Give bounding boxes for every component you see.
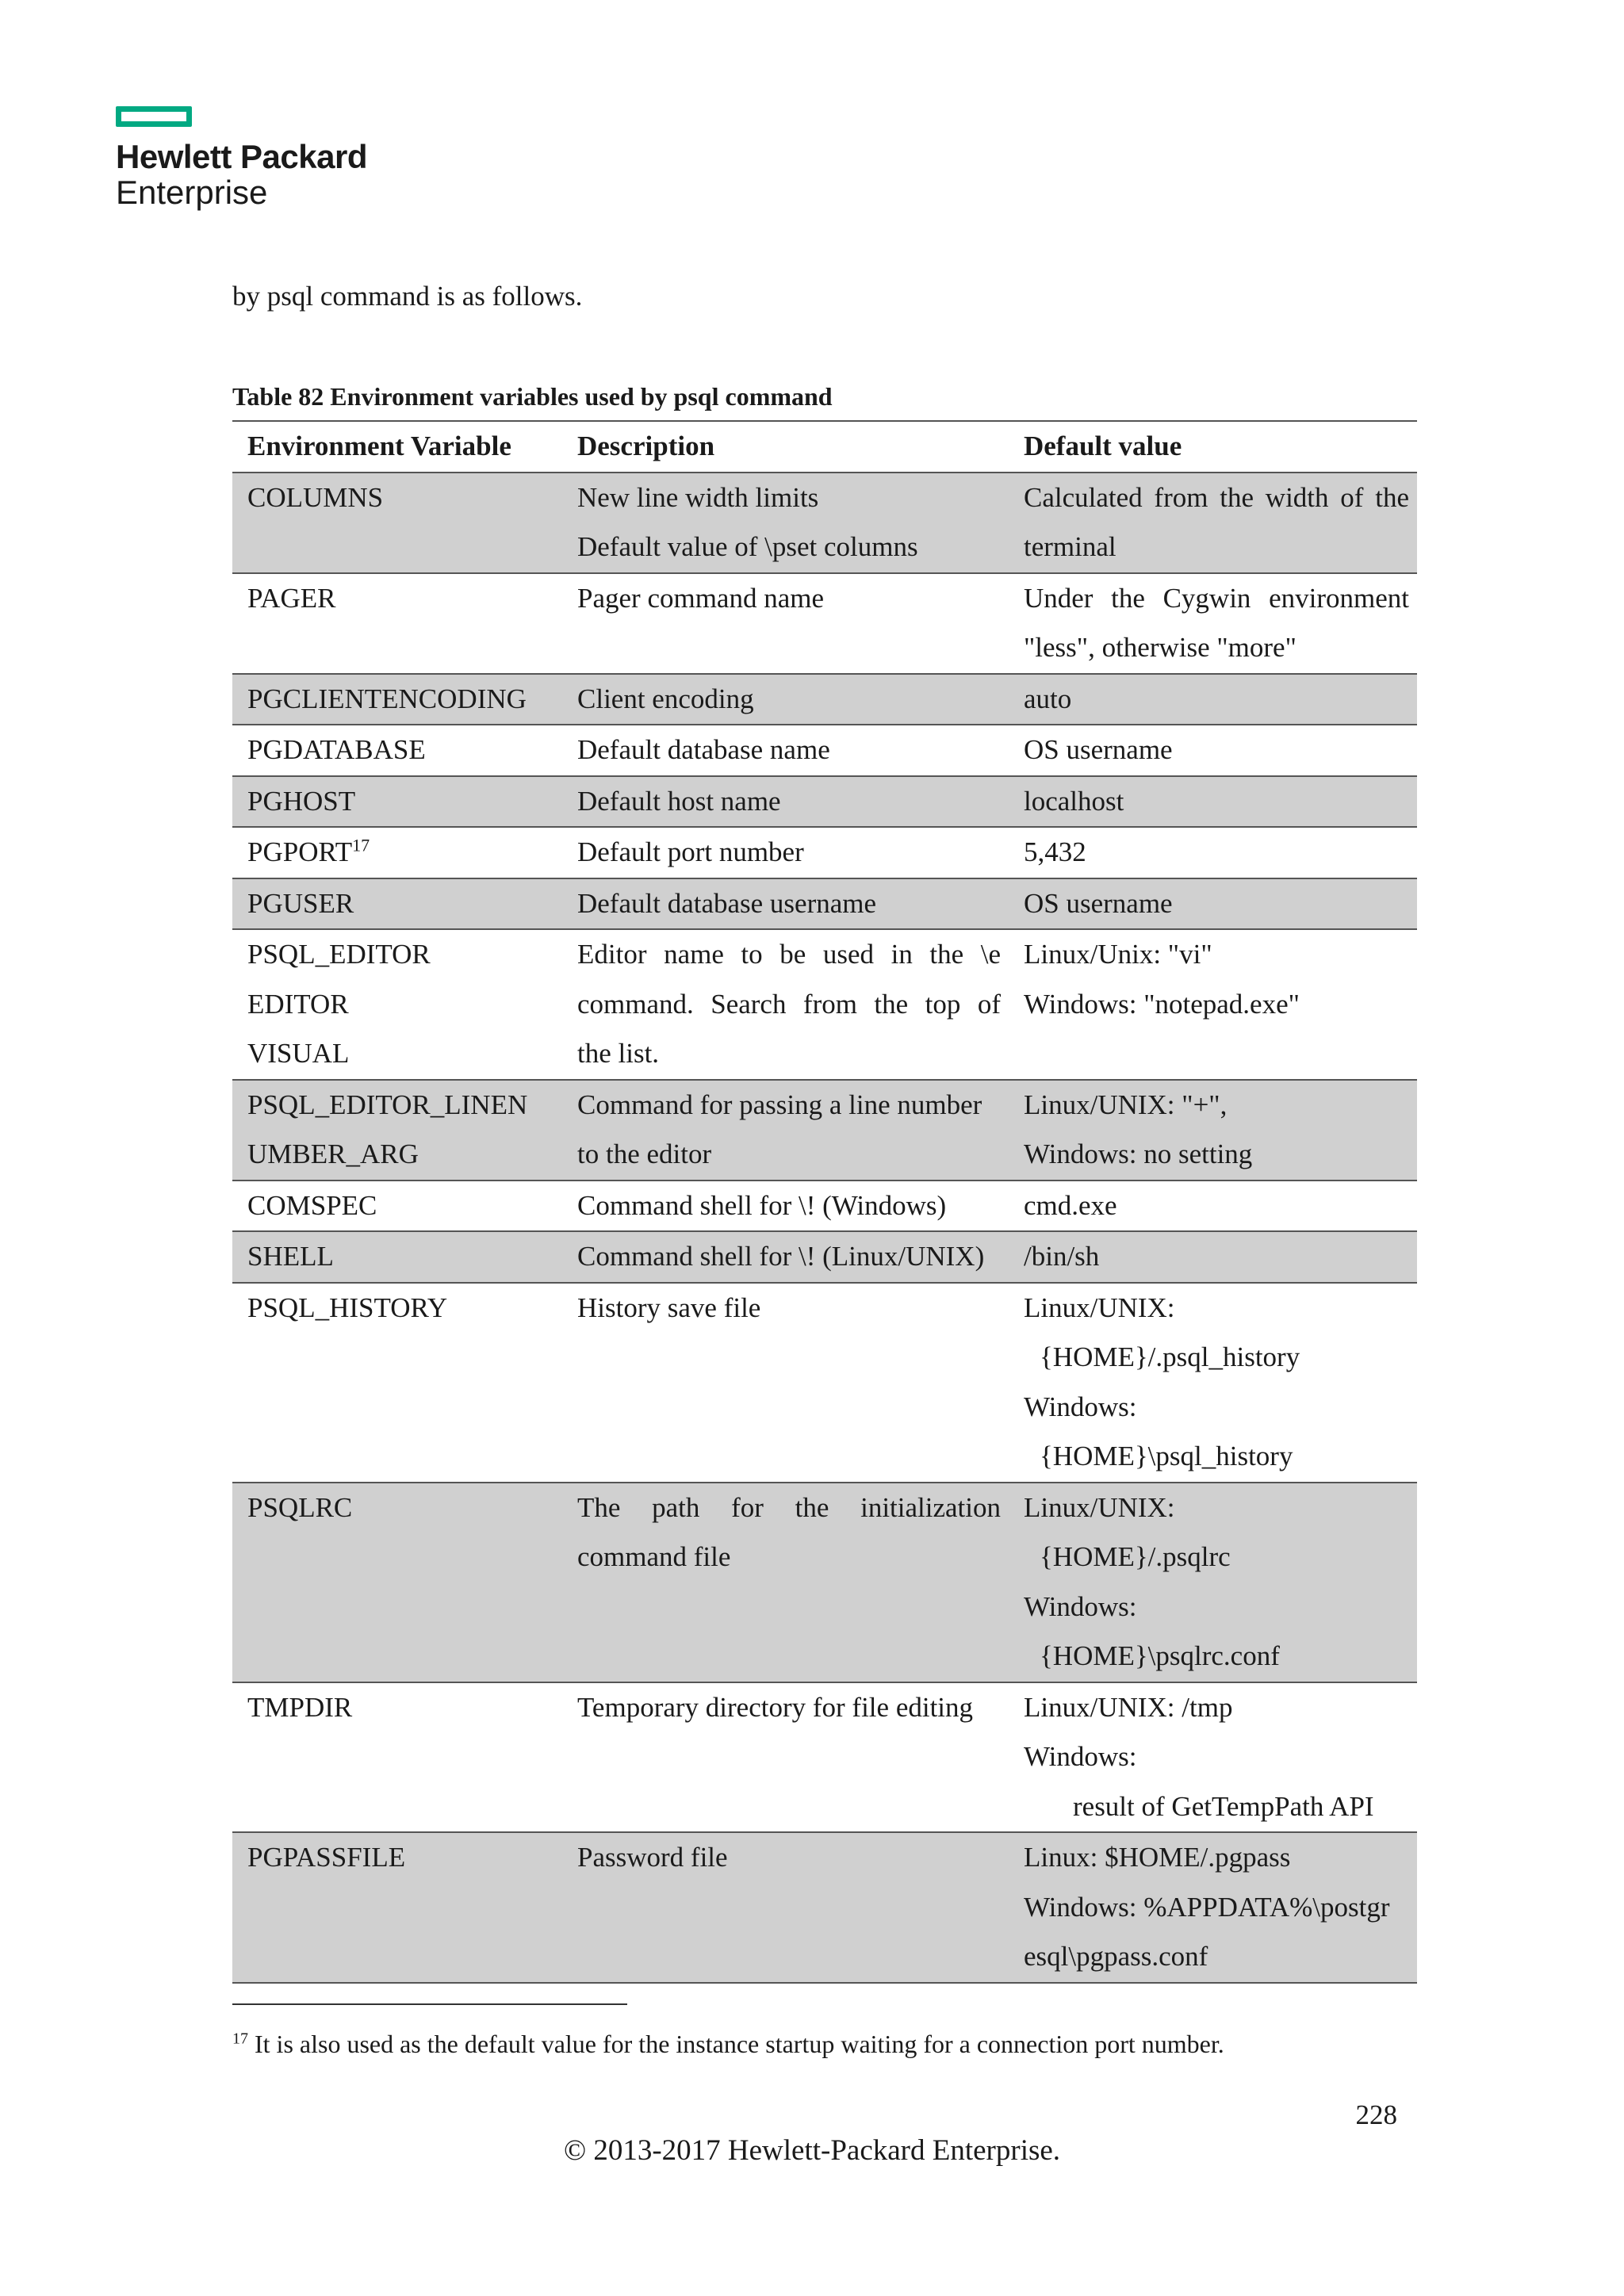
cell-default: Linux/UNIX: "+", Windows: no setting (1009, 1080, 1417, 1181)
table-row (232, 827, 1417, 878)
cell-default: Linux/UNIX: /tmp Windows: result of GetTempPath API (1024, 1691, 1374, 1822)
footnote-number: 17 (232, 2030, 248, 2048)
cell-description: Pager command name (577, 582, 825, 614)
table-caption: Table 82 Environment variables used by psql command (232, 382, 833, 411)
cell-variable: PSQLRC (232, 1483, 562, 1682)
cell-variable: SHELL (232, 1231, 562, 1283)
table-row (232, 1832, 1417, 1983)
intro-text: by psql command is as follows. (232, 281, 583, 312)
logo-text-line1: Hewlett Packard (116, 138, 367, 175)
cell-default: Linux/Unix: "vi" Windows: "notepad.exe" (1024, 939, 1300, 1020)
cell-description: Default database name (577, 734, 830, 765)
table-row (232, 1483, 1417, 1682)
cell-description: Editor name to be used in the \e command. Search from the top of the list. (577, 939, 1001, 1069)
table-row (232, 878, 1417, 930)
cell-variable: PSQL_EDITOR EDITOR VISUAL (247, 939, 431, 1069)
cell-default: 5,432 (1024, 836, 1086, 867)
table-row (232, 1080, 1417, 1181)
footnote (232, 2028, 1224, 2060)
cell-description: Password file (562, 1832, 1009, 1983)
table-row (232, 725, 1417, 776)
cell-description: History save file (577, 1292, 761, 1323)
cell-description: Default host name (562, 776, 1009, 828)
cell-variable: COLUMNS (232, 473, 562, 573)
header-default-value: Default value (1024, 430, 1182, 461)
cell-default: Linux/UNIX: {HOME}/.psqlrc Windows: {HOME}\psqlrc.conf (1009, 1483, 1417, 1682)
page-number: 228 (1355, 2099, 1397, 2130)
copyright: © 2013-2017 Hewlett-Packard Enterprise. (563, 2134, 1061, 2167)
footnote-divider (232, 2003, 627, 2005)
table-row (232, 1231, 1417, 1283)
cell-description: Default port number (577, 836, 804, 867)
table-row (232, 1682, 1417, 1833)
cell-variable: PGHOST (232, 776, 562, 828)
cell-default: Under the Cygwin environment "less", otherwise "more" (1024, 582, 1409, 663)
cell-default: cmd.exe (1024, 1189, 1117, 1221)
hpe-logo (116, 106, 367, 211)
logo-text-line2: Enterprise (116, 174, 268, 211)
cell-description: Command shell for \! (Windows) (577, 1189, 947, 1221)
env-variable-table (232, 420, 1417, 1984)
cell-variable: PAGER (247, 582, 336, 614)
table-row (232, 776, 1417, 828)
cell-description: Command shell for \! (Linux/UNIX) (562, 1231, 1009, 1283)
cell-description: Default database username (562, 878, 1009, 930)
cell-description: Command for passing a line number to the editor (562, 1080, 1009, 1181)
cell-default: /bin/sh (1009, 1231, 1417, 1283)
table-row (232, 674, 1417, 725)
cell-variable: TMPDIR (247, 1691, 353, 1723)
header-env-variable: Environment Variable (247, 430, 511, 461)
cell-default: OS username (1024, 734, 1173, 765)
cell-description: The path for the initialization command file (562, 1483, 1009, 1682)
footnote-text: It is also used as the default value for the instance startup waiting for a connection port number. (255, 2030, 1224, 2058)
cell-default: OS username (1009, 878, 1417, 930)
hpe-logo-bar-icon (116, 106, 192, 127)
cell-variable: COMSPEC (247, 1189, 377, 1221)
cell-default: localhost (1009, 776, 1417, 828)
cell-variable: PGUSER (232, 878, 562, 930)
cell-description: New line width limits Default value of \pset columns (562, 473, 1009, 573)
table-row (232, 1283, 1417, 1483)
cell-default: Calculated from the width of the terminal (1009, 473, 1417, 573)
cell-description: Temporary directory for file editing (577, 1691, 974, 1723)
cell-variable: PGPASSFILE (232, 1832, 562, 1983)
cell-default: Linux: $HOME/.pgpass Windows: %APPDATA%\postgr esql\pgpass.conf (1009, 1832, 1417, 1983)
cell-variable: PGDATABASE (247, 734, 426, 765)
table-row (232, 929, 1417, 1080)
cell-variable: PSQL_EDITOR_LINEN UMBER_ARG (232, 1080, 562, 1181)
cell-default: auto (1009, 674, 1417, 725)
table-row (232, 473, 1417, 573)
cell-default: Linux/UNIX: {HOME}/.psql_history Windows: {HOME}\psql_history (1024, 1292, 1300, 1471)
table-row (232, 573, 1417, 674)
table-row (232, 1181, 1417, 1232)
header-description: Description (577, 430, 715, 461)
cell-variable: PGPORT$^{17}$ (247, 835, 370, 867)
cell-variable: PSQL_HISTORY (247, 1292, 448, 1323)
cell-variable: PGCLIENTENCODING (232, 674, 562, 725)
cell-description: Client encoding (562, 674, 1009, 725)
footnote-ref: 17 (352, 835, 370, 855)
table-header-row (232, 421, 1417, 473)
